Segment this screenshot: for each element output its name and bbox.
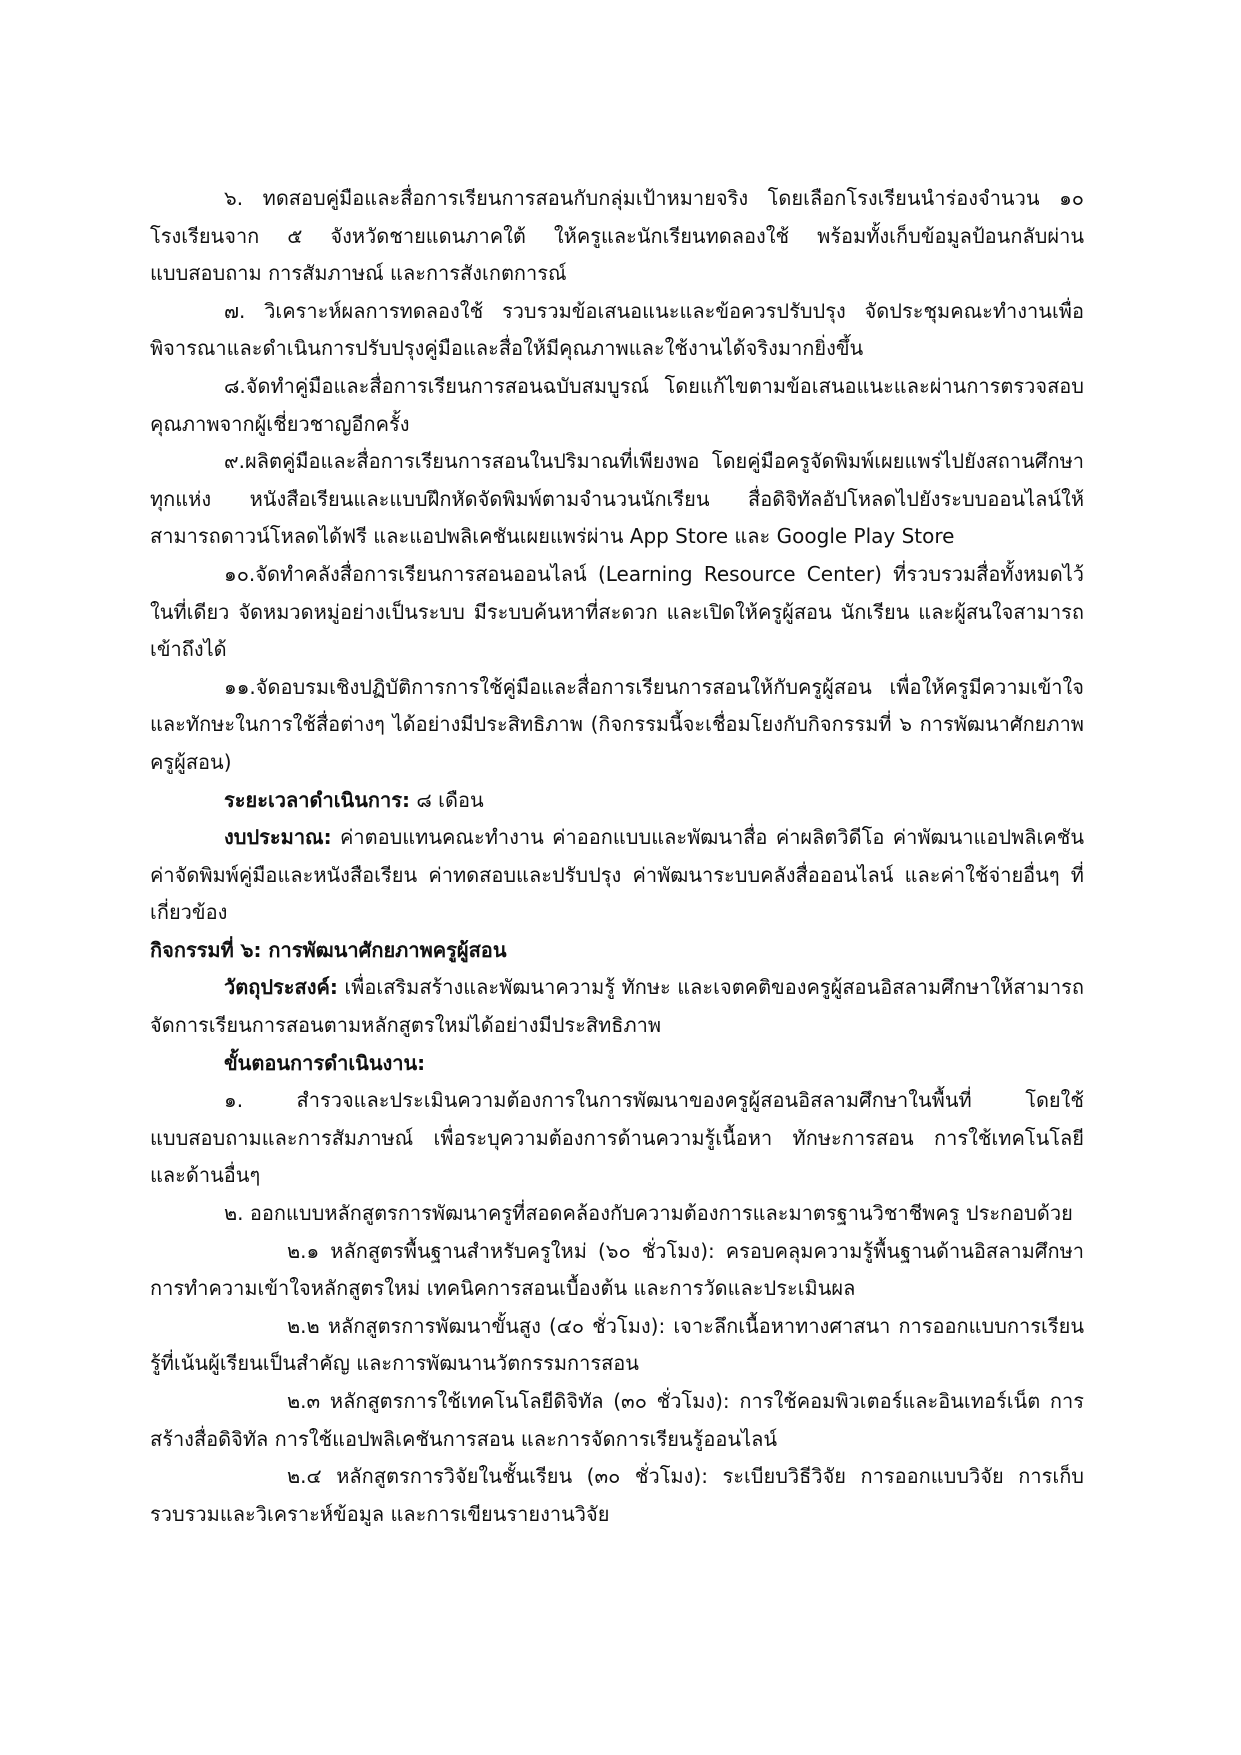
paragraph-step-9: ๙.ผลิตคู่มือและสื่อการเรียนการสอนในปริมาณที่เพียงพอ โดยคู่มือครูจัดพิมพ์เผยแพร่ไปยังสถานศึกษาทุกแห่ง หนังสือเรียนและแบบฝึกหัดจัดพิมพ์ตามจำนวนนักเรียน สื่อดิจิทัลอัปโหลดไปยังระบบออนไลน์ให้สามารถดาวน์โหลดได้ฟรี และแอปพลิเคชันเผยแพร่ผ่าน App Store และ Google Play Store <box>150 449 1084 549</box>
budget-paragraph <box>150 819 1084 932</box>
paragraph-course-2-4: ๒.๔ หลักสูตรการวิจัยในชั้นเรียน (๓๐ ชั่วโมง): ระเบียบวิธีวิจัย การออกแบบวิจัย การเก็บรวบรวมและวิเคราะห์ข้อมูล และการเขียนรายงานวิจัย <box>150 1464 1084 1526</box>
paragraph-activity6-step-2: ๒. ออกแบบหลักสูตรการพัฒนาครูที่สอดคล้องกับความต้องการและมาตรฐานวิชาชีพครู ประกอบด้วย <box>224 1201 1073 1226</box>
paragraph-course-2-2: ๒.๒ หลักสูตรการพัฒนาขั้นสูง (๔๐ ชั่วโมง): เจาะลึกเนื้อหาทางศาสนา การออกแบบการเรียนรู้ที่เน้นผู้เรียนเป็นสำคัญ และการพัฒนานวัตกรรมการสอน <box>150 1313 1084 1376</box>
paragraph-step-8: ๘.จัดทำคู่มือและสื่อการเรียนการสอนฉบับสมบูรณ์ โดยแก้ไขตามข้อเสนอแนะและผ่านการตรวจสอบคุณภาพจากผู้เชี่ยวชาญอีกครั้ง <box>150 373 1084 436</box>
steps-heading: ขั้นตอนการดำเนินงาน: <box>224 1050 426 1075</box>
objective-paragraph <box>150 969 1084 1044</box>
activity-6-heading: กิจกรรมที่ ๖: การพัฒนาศักยภาพครูผู้สอน <box>150 937 507 962</box>
paragraph-course-2-3: ๒.๓ หลักสูตรการใช้เทคโนโลยีดิจิทัล (๓๐ ชั่วโมง): การใช้คอมพิวเตอร์และอินเทอร์เน็ต การสร้างสื่อดิจิทัล การใช้แอปพลิเคชันการสอน และการจัดการเรียนรู้ออนไลน์ <box>150 1389 1084 1451</box>
paragraph-course-2-1: ๒.๑ หลักสูตรพื้นฐานสำหรับครูใหม่ (๖๐ ชั่วโมง): ครอบคลุมความรู้พื้นฐานด้านอิสลามศึกษา การทำความเข้าใจหลักสูตรใหม่ เทคนิคการสอนเบื้องต้น และการวัดและประเมินผล <box>150 1238 1084 1301</box>
document-page <box>150 180 1084 1533</box>
budget-value: ค่าตอบแทนคณะทำงาน ค่าออกแบบและพัฒนาสื่อ ค่าผลิตวิดีโอ ค่าพัฒนาแอปพลิเคชัน ค่าจัดพิมพ์คู่มือและหนังสือเรียน ค่าทดสอบและปรับปรุง ค่าพัฒนาระบบคลังสื่อออนไลน์ และค่าใช้จ่ายอื่นๆ ที่เกี่ยวข้อง <box>150 825 1084 925</box>
paragraph-step-10: ๑๐.จัดทำคลังสื่อการเรียนการสอนออนไลน์ (Learning Resource Center) ที่รวบรวมสื่อทั้งหมดไว้ในที่เดียว จัดหมวดหมู่อย่างเป็นระบบ มีระบบค้นหาที่สะดวก และเปิดให้ครูผู้สอน นักเรียน และผู้สนใจสามารถเข้าถึงได้ <box>150 561 1084 662</box>
paragraph-activity6-step-1: ๑. สำรวจและประเมินความต้องการในการพัฒนาของครูผู้สอนอิสลามศึกษาในพื้นที่ โดยใช้แบบสอบถามและการสัมภาษณ์ เพื่อระบุความต้องการด้านความรู้เนื้อหา ทักษะการสอน การใช้เทคโนโลยี และด้านอื่นๆ <box>150 1088 1084 1188</box>
objective-value: เพื่อเสริมสร้างและพัฒนาความรู้ ทักษะ และเจตคติของครูผู้สอนอิสลามศึกษาให้สามารถจัดการเรียนการสอนตามหลักสูตรใหม่ได้อย่างมีประสิทธิภาพ <box>150 975 1084 1038</box>
duration-value: ๘ เดือน <box>409 787 484 812</box>
duration-line <box>150 782 1084 820</box>
paragraph-step-11: ๑๑.จัดอบรมเชิงปฏิบัติการการใช้คู่มือและสื่อการเรียนการสอนให้กับครูผู้สอน เพื่อให้ครูมีความเข้าใจและทักษะในการใช้สื่อต่างๆ ได้อย่างมีประสิทธิภาพ (กิจกรรมนี้จะเชื่อมโยงกับกิจกรรมที่ ๖ การพัฒนาศักยภาพครูผู้สอน) <box>150 674 1084 774</box>
budget-label: งบประมาณ: <box>224 825 332 850</box>
paragraph-step-6: ๖. ทดสอบคู่มือและสื่อการเรียนการสอนกับกลุ่มเป้าหมายจริง โดยเลือกโรงเรียนนำร่องจำนวน ๑๐ โรงเรียนจาก ๕ จังหวัดชายแดนภาคใต้ ให้ครูและนักเรียนทดลองใช้ พร้อมทั้งเก็บข้อมูลป้อนกลับผ่านแบบสอบถาม การสัมภาษณ์ และการสังเกตการณ์ <box>150 186 1084 286</box>
paragraph-step-7: ๗. วิเคราะห์ผลการทดลองใช้ รวบรวมข้อเสนอแนะและข้อควรปรับปรุง จัดประชุมคณะทำงานเพื่อพิจารณาและดำเนินการปรับปรุงคู่มือและสื่อให้มีคุณภาพและใช้งานได้จริงมากยิ่งขึ้น <box>150 298 1084 361</box>
objective-label: วัตถุประสงค์: <box>224 975 338 1000</box>
duration-label: ระยะเวลาดำเนินการ: <box>224 787 410 812</box>
